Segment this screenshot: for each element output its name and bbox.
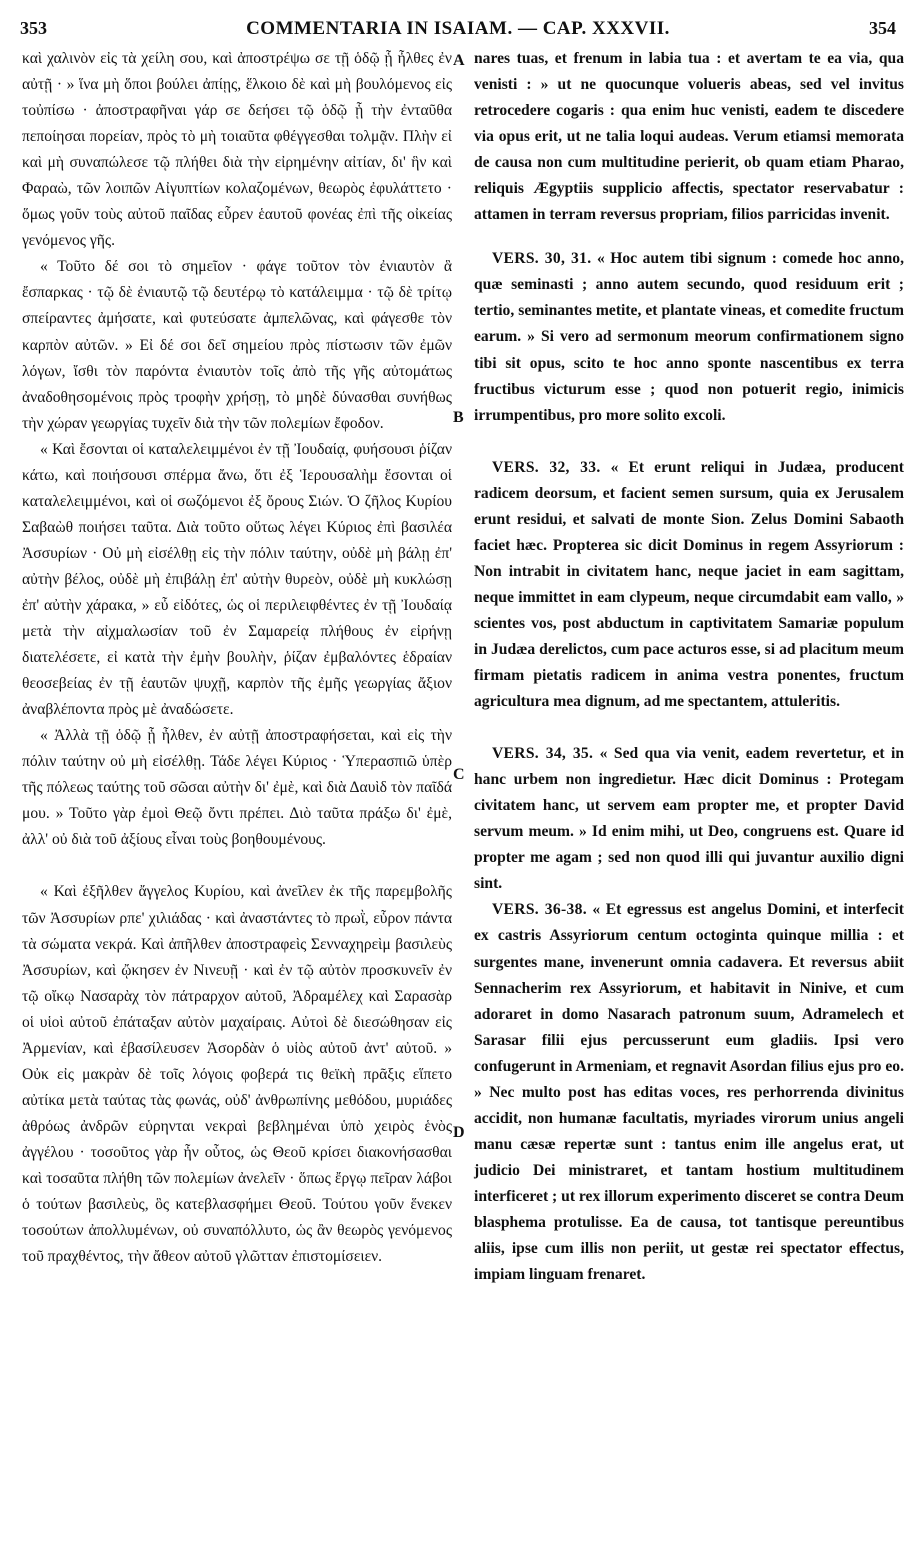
latin-paragraph-text: « Sed qua via venit, eadem revertetur, et in hanc urbem non ingredietur. Hæc dicit Dominus : Protegam civitatem hanc, ut servem eam propter me, et propter David servum meum. » Id enim mihi, ut Deo, congruens est. Quare id propter me agam ; sed non quod illi qui juvantur auxilio digni sint. xyxy=(474,745,904,893)
latin-paragraph xyxy=(474,246,904,428)
page-number-left: 353 xyxy=(20,18,47,38)
latin-paragraph xyxy=(474,455,904,715)
latin-column xyxy=(474,46,904,1288)
greek-paragraph: καὶ χαλινὸν εἰς τὰ χείλη σου, καὶ ἀποστρέψω σε τῇ ὁδῷ ᾗ ἦλθες ἐν αὐτῇ · » ἵνα μὴ ὅποι βούλει ἀπίῃς, ἕλκοιο δὲ καὶ μὴ βουλόμενος εἰς τοὐπίσω · ἀποστραφῆναι γάρ σε δεήσει τῷ ὁδῷ ᾗ τὴν ἐνταῦθα πεποίησαι πορείαν, πρὸς τὸ μὴ τοιαῦτα φθέγγεσθαι τολμᾷν. Πλὴν εἰ καὶ μὴ συναπώλεσε τῷ πλήθει διὰ τὴν εἰρημένην αἰτίαν, δι' ἣν καὶ Φαραὼ, τῶν λοιπῶν Αἰγυπτίων κολαζομένων, θεωρὸς ἐφυλάττετο · ὅμως γοῦν τοὺς αὐτοῦ παῖδας εὗρεν ἑαυτοῦ φονέας ἐπὶ τῆς οἰκείας γενόμενος γῆς. xyxy=(22,50,452,250)
verse-reference: VERS. 36-38. xyxy=(492,901,587,919)
running-title: COMMENTARIA IN ISAIAM. — CAP. XXXVII. xyxy=(246,18,670,39)
latin-paragraph-text: « Et egressus est angelus Domini, et interfecit ex castris Assyriorum centum octoginta quinque millia : et surgentes mane, invenerunt omnia cadavera. Et reversus abiit Sennacherim rex Assyriorum, et habitavit in Ninive, et cum adoraret in domo Nasarach patronum suum, Adramelech et Sarasar filii ejus percusserunt eum gladiis. Ipsi vero confugerunt in Armeniam, et regnavit Asordan filius ejus pro eo. » Nec multo post has editas voces, res perhorrenda divinitus accidit, non humanæ facultatis, myriades virorum unius angeli manu cæsæ repertæ sunt : tantus enim ille angelus erat, ut judicio Dei ministraret, et tantam hostium multitudinem interficeret ; ut rex illorum experimento disceret se contra Deum blasphema protulisse. Ea de causa, tot tantisque pereuntibus aliis, ipse cum illis non periit, ut gestæ rei spectator effectus, impiam linguam frenaret. xyxy=(474,901,904,1284)
verse-reference: VERS. 34, 35. xyxy=(492,745,594,763)
margin-letter-d: D xyxy=(453,1124,465,1141)
latin-paragraph xyxy=(474,897,904,1288)
margin-letter-b: B xyxy=(453,409,464,426)
greek-column xyxy=(22,46,452,1270)
greek-paragraph: « Τοῦτο δέ σοι τὸ σημεῖον · φάγε τοῦτον τὸν ἐνιαυτὸν ἃ ἔσπαρκας · τῷ δὲ ἐνιαυτῷ τῷ δευτέρῳ τὸ κατάλειμμα · τῷ δὲ τρίτῳ σπείραντες ἀμήσατε, καὶ φυτεύσατε ἀμπελῶνας, καὶ φάγεσθε τὸν καρπὸν αὐτῶν. » Εἰ δέ σοι δεῖ σημείου πρὸς πίστωσιν τῶν ἐμῶν λόγων, ἴσθι τὸν παρόντα ἐνιαυτὸν τοῖς ἀπὸ τῆς γῆς αὐτομάτως ἀναδοθησομένοις πρὸς τροφὴν χρήσῃ, τὸ μηδὲ δύνασθαι συνήθως τὴν χώραν γεωργίας τυχεῖν διὰ τὴν τῶν πολεμίων ἔφοδον. xyxy=(22,258,452,432)
latin-paragraph xyxy=(474,46,904,228)
page-number-right: 354 xyxy=(869,18,896,38)
running-header xyxy=(18,8,898,44)
latin-paragraph-text: « Et erunt reliqui in Judæa, producent radicem deorsum, et facient semen sursum, quia ex Jerusalem erunt residui, et salvati de monte Sion. Zelus Domini Sabaoth faciet hæc. Propterea sic dicit Dominus in regem Assyriorum : Non intrabit in civitatem hanc, neque jaciet in eam sagittam, neque immittet in eam clypeum, neque circumdabit eam vallo, » scientes vos, post abductum in captivitatem Samariæ populum in Judæa derelictos, cum pace acturos esse, si ad placitum meum firmam pietatis radicem in anima vestra ponentes, fructum agricultura mea dignum, ad me spectantem, attuleritis. xyxy=(474,458,904,711)
greek-paragraph: « Καὶ ἔσονται οἱ καταλελειμμένοι ἐν τῇ Ἰουδαίᾳ, φυήσουσι ῥίζαν κάτω, καὶ ποιήσουσι σπέρμα ἄνω, ὅτι ἐξ Ἱερουσαλὴμ ἔσονται οἱ καταλελειμμένοι, καὶ οἱ σωζόμενοι ἐξ ὄρους Σιών. Ὁ ζῆλος Κυρίου Σαβαὼθ ποιήσει ταῦτα. Διὰ τοῦτο οὕτως λέγει Κύριος ἐπὶ βασιλέα Ἀσσυρίων · Οὐ μὴ εἰσέλθῃ εἰς τὴν πόλιν ταύτην, οὐδὲ μὴ βάλῃ ἐπ' αὐτὴν βέλος, οὐδὲ μὴ ἐπιβάλῃ ἐπ' αὐτὴν θυρεὸν, οὐδὲ μὴ κυκλώσῃ ἐπ' αὐτὴν χάρακα, » εὖ εἰδότες, ὡς οἱ περιλειφθέντες ἐν τῇ Ἰουδαίᾳ μετὰ τὴν αἰχμαλωσίαν τοῦ ἐν Σαμαρείᾳ πλήθους ἐν εἰρήνῃ διατελέσετε, εἰ κατὰ τὴν ἐμὴν βουλὴν, ῥίζαν ἐμβαλόντες ἑδραίαν θεοσεβείας ἐν τῇ ἑαυτῶν ψυχῇ, καρπὸν τῆς ἐμῆς γεωργίας ἄξιον ἀναβλέποντα πρὸς μὲ ἀναδώσετε. xyxy=(22,440,452,719)
greek-paragraph: « Ἀλλὰ τῇ ὁδῷ ᾗ ἦλθεν, ἐν αὐτῇ ἀποστραφήσεται, καὶ εἰς τὴν πόλιν ταύτην οὐ μὴ εἰσέλθῃ. Τάδε λέγει Κύριος · Ὑπερασπιῶ ὑπὲρ τῆς πόλεως ταύτης τοῦ σῶσαι αὐτὴν δι' ἐμὲ, καὶ διὰ Δαυὶδ τὸν παῖδά μου. » Τοῦτο γὰρ ἐμοὶ Θεῷ ὄντι πρέπει. Διὸ ταῦτα πράξω δι' ἐμὲ, ἀλλ' οὐ διὰ τοῦ ἀξίους εἶναι τοὺς βοηθουμένους. xyxy=(22,727,452,849)
margin-letter-c: C xyxy=(453,766,465,783)
latin-paragraph-text: « Hoc autem tibi signum : comede hoc anno, quæ seminasti ; anno autem secundo, quod residuum erit ; tertio, seminantes metite, et plantate vineas, et comedite fructum earum. » Si vero ad sermonum meorum confirmationem signo tibi sit opus, scito te hoc anno sponte nascentibus ex terra fructibus victurum esse ; quod non potuerit regio, inimicis irrumpentibus, pro more solito excoli. xyxy=(474,250,904,424)
verse-reference: VERS. 30, 31. xyxy=(492,250,592,268)
greek-paragraph: « Καὶ ἐξῆλθεν ἄγγελος Κυρίου, καὶ ἀνεῖλεν ἐκ τῆς παρεμβολῆς τῶν Ἀσσυρίων ρπε' χιλιάδας · καὶ ἀναστάντες τὸ πρωῒ, εὗρον πάντα τὰ σώματα νεκρά. Καὶ ἀπῆλθεν ἀποστραφεὶς Σενναχηρεὶμ βασιλεὺς Ἀσσυρίων, καὶ ᾤκησεν ἐν Νινευῇ · καὶ ἐν τῷ αὐτὸν προσκυνεῖν ἐν τῷ οἴκῳ Νασαρὰχ τὸν πάτραρχον αὐτοῦ, Ἀδραμέλεχ καὶ Σαρασὰρ οἱ υἱοὶ αὐτοῦ ἐπάταξαν αὐτὸν μαχαίραις. Αὐτοὶ δὲ διεσώθησαν εἰς Ἀρμενίαν, καὶ ἐβασίλευσεν Ἀσορδὰν ὁ υἱὸς αὐτοῦ ἀντ' αὐτοῦ. » Οὐκ εἰς μακρὰν δὲ τοῖς λόγοις φοβερά τις θεϊκὴ πρᾶξις εἵπετο αὐτίκα μετὰ ταύτας τὰς φωνάς, οὐδ' ἀνθρωπίνης μεθόδου, μυριάδες ἀθρόως ἀνδρῶν εὑρηνται νεκραὶ βεβλημέναι ὑπὸ χειρὸς ἑνὸς ἀγγέλου · τοσοῦτος γὰρ ἦν οὗτος, ὡς Θεοῦ κρίσει διακονήσασθαι καὶ τοσαῦτα πλήθη τῶν πολεμίων ἀνελεῖν · ὅπως ἔργῳ πεῖραν λάβοι ὁ τούτων βασιλεὺς, ὃς κατεβλασφήμει Θεοῦ. Τούτου γοῦν ἕνεκεν τοσούτων ἀπολλυμένων, οὐ συναπόλλυτο, ὡς ἂν θεωρὸς γενόμενος τοῦ πραχθέντος, τὴν ἄθεον αὐτοῦ γλῶτταν ἐπιστομίσειεν. xyxy=(22,883,452,1266)
verse-reference: VERS. 32, 33. xyxy=(492,458,601,476)
margin-letter-a: A xyxy=(453,52,465,69)
latin-paragraph-text: nares tuas, et frenum in labia tua : et avertam te ea via, qua venisti : » ut ne quocunque volueris abeas, sed vel invitus retrocedere cogaris : qua enim huc venisti, eadem te discedere via opus erit, ut ne talia loqui audeas. Verum etiamsi memorata de causa non cum multitudine perierit, ob quam etiam Pharao, reliquis Ægyptiis supplicio affectis, spectator reservabatur : attamen in terram reversus propriam, filios parricidas invenit. xyxy=(474,50,904,224)
latin-paragraph xyxy=(474,741,904,897)
